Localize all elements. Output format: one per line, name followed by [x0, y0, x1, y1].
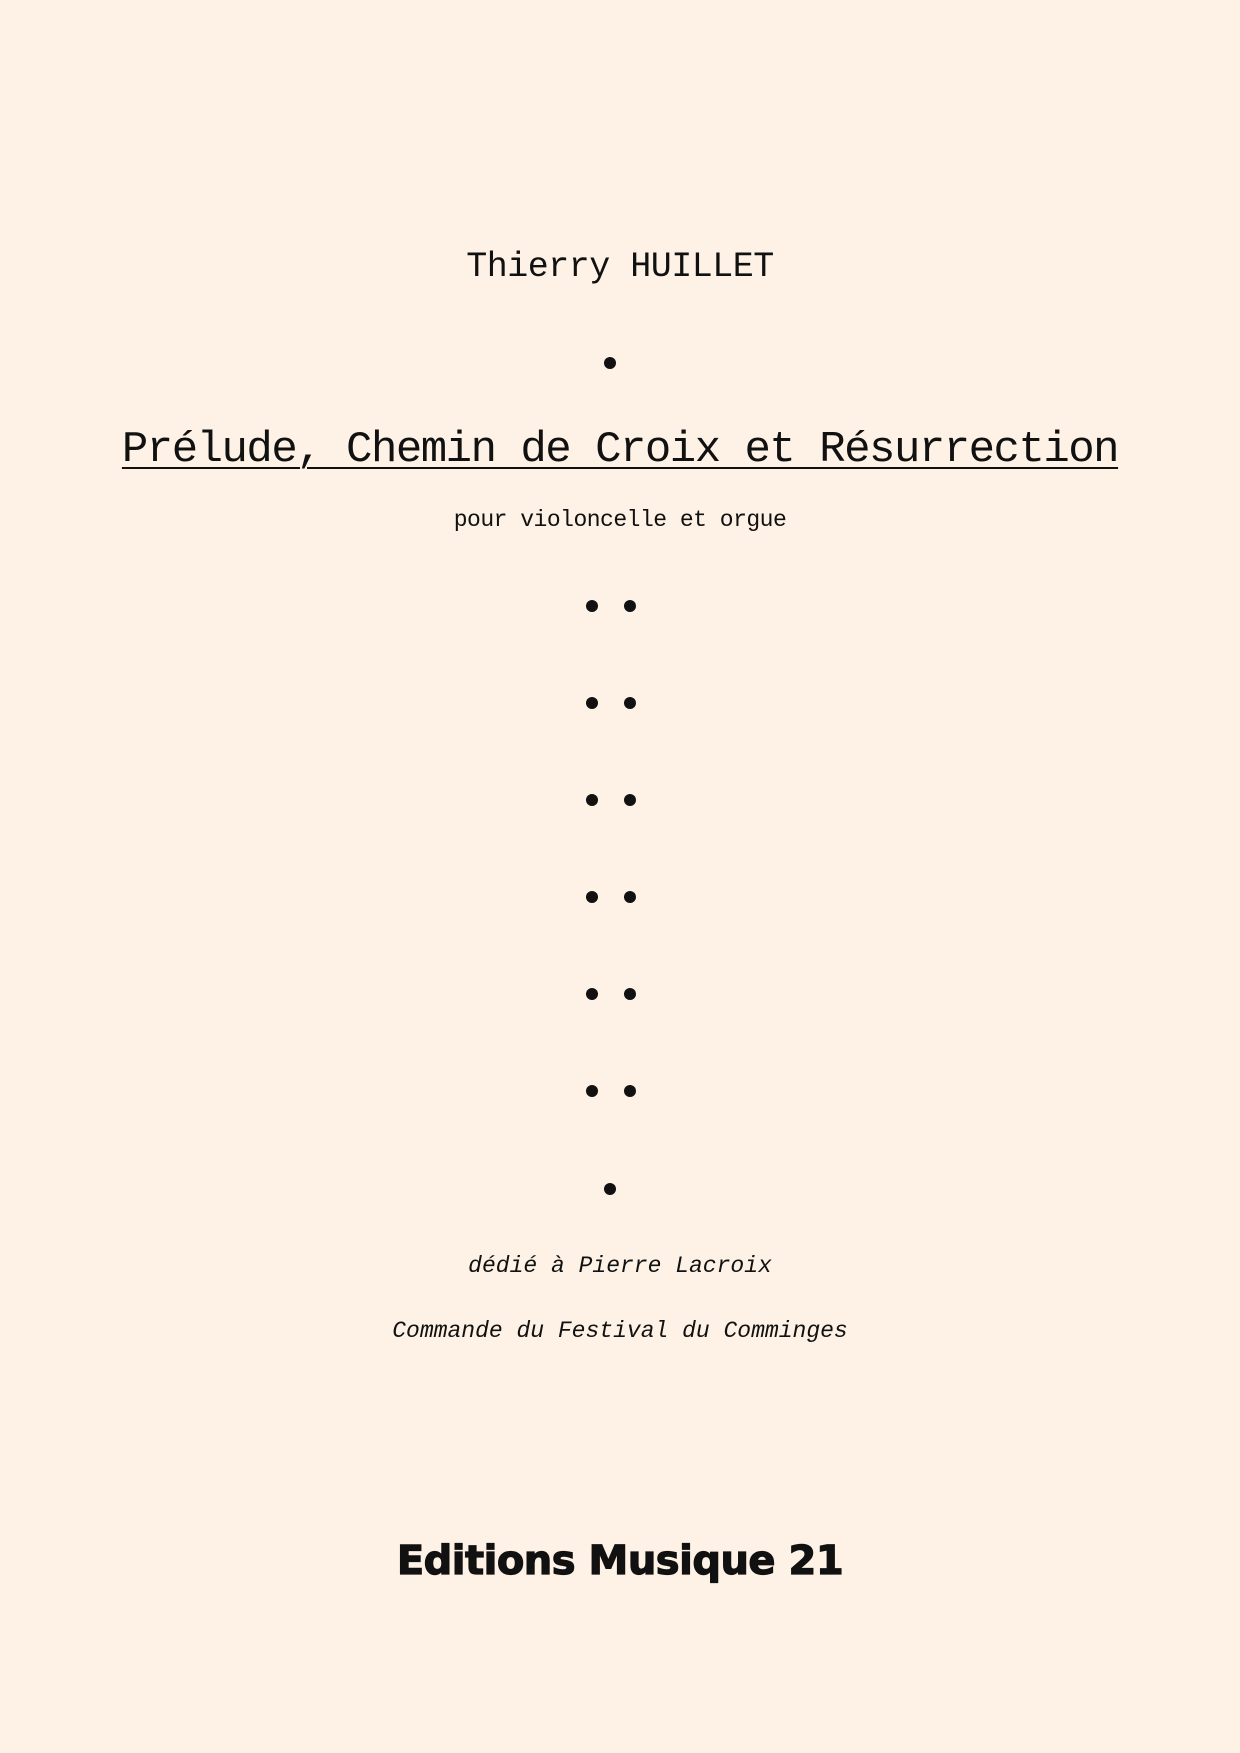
ornament-dot-row-1-left	[586, 600, 598, 612]
ornament-dot-row-3-right	[624, 794, 636, 806]
work-title-text: Prélude, Chemin de Croix et Résurrection	[121, 425, 1119, 475]
ornament-dot-row-5-right	[624, 988, 636, 1000]
ornament-dot-row-3-left	[586, 794, 598, 806]
ornament-dot-row-6-left	[586, 1085, 598, 1097]
ornament-dot-row-2-right	[624, 697, 636, 709]
commission-line: Commande du Festival du Comminges	[392, 1318, 848, 1344]
ornament-dot-row-1-right	[624, 600, 636, 612]
instrumentation-subtitle: pour violoncelle et orgue	[453, 507, 787, 533]
ornament-dot-row-2-left	[586, 697, 598, 709]
ornament-dot-row-6-right	[624, 1085, 636, 1097]
ornament-dot-row-4-right	[624, 891, 636, 903]
ornament-dot-row-4-left	[586, 891, 598, 903]
work-title	[0, 425, 1240, 475]
ornament-dot-top	[604, 357, 616, 369]
composer-name: Thierry HUILLET	[466, 247, 774, 287]
publisher-name: Editions Musique 21	[396, 1538, 844, 1584]
ornament-dot-row-5-left	[586, 988, 598, 1000]
dedication-line: dédié à Pierre Lacroix	[468, 1253, 772, 1279]
ornament-dot-bottom	[604, 1183, 616, 1195]
